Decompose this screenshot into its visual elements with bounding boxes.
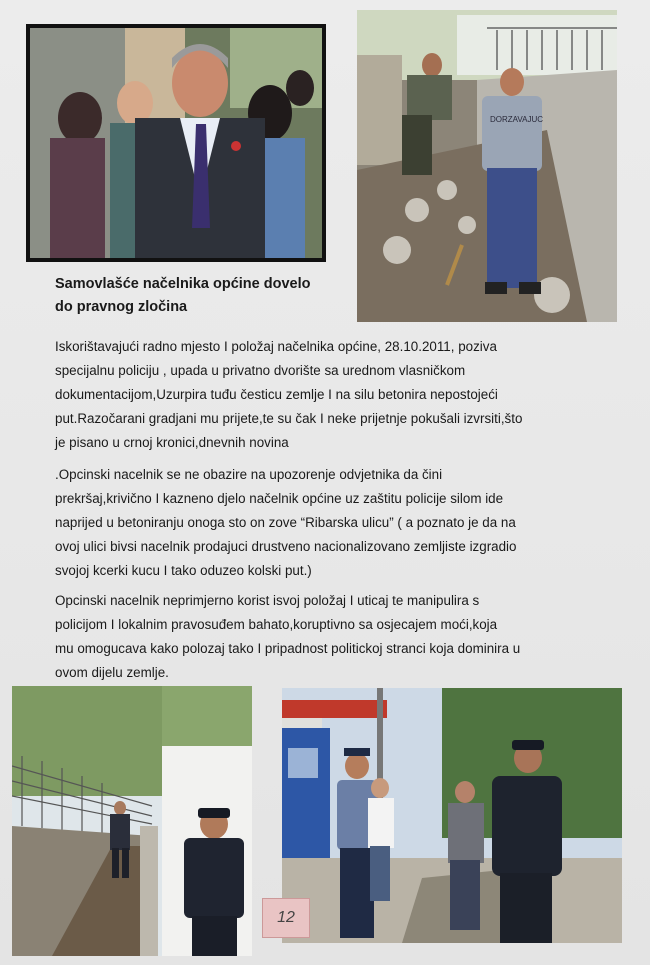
page-number: 12	[262, 898, 310, 938]
alley-photo	[12, 686, 252, 956]
article-paragraph-1: Iskorištavajući radno mjesto I položaj načelnika općine, 28.10.2011, poziva specijalnu policiju , upada u privatno dvorište sa urednom vlasničkom dokumentacijom,Uzurpira tuđu česticu zemlje I na silu betonira nepostojeći put.Razočarani gradjani mu prijete,te su čak I neke prijetnje pokušali izvrsiti,što je pisano u crnoj kronici,dnevnih novina	[55, 339, 523, 450]
article-paragraph-2: .Opcinski nacelnik se ne obazire na upozorenje odvjetnika da čini prekršaj,krivično I kazneno djelo načelnik općine uz zaštitu policije silom ide naprijed u betoniranju onoga sto on zove “Ribarska ulicu” ( a poznato je da na ovoj ulici bivsi nacelnik prodajuci drustveno nacionalizovano zemljiste izgradio svojoj kcerki kucu I tako oduzeo kolski put.)	[55, 467, 517, 578]
mayor-photo	[26, 24, 326, 262]
workers-shirt-text: DORZAVAJUC	[490, 115, 544, 124]
police-photo	[282, 688, 622, 943]
article-headline: Samovlašće načelnika općine dovelo do pravnog zločina	[55, 276, 311, 315]
article-paragraph-3: Opcinski nacelnik neprimjerno korist isvoj položaj I uticaj te manipulira s policijom I lokalnim pravosuđem bahato,koruptivno sa osjecajem moći,koja mu omogucava kako polozaj tako I pripadnost politickoj stranci koja dominira u ovom dijelu zemlje.	[55, 593, 521, 680]
workers-photo	[357, 10, 617, 322]
